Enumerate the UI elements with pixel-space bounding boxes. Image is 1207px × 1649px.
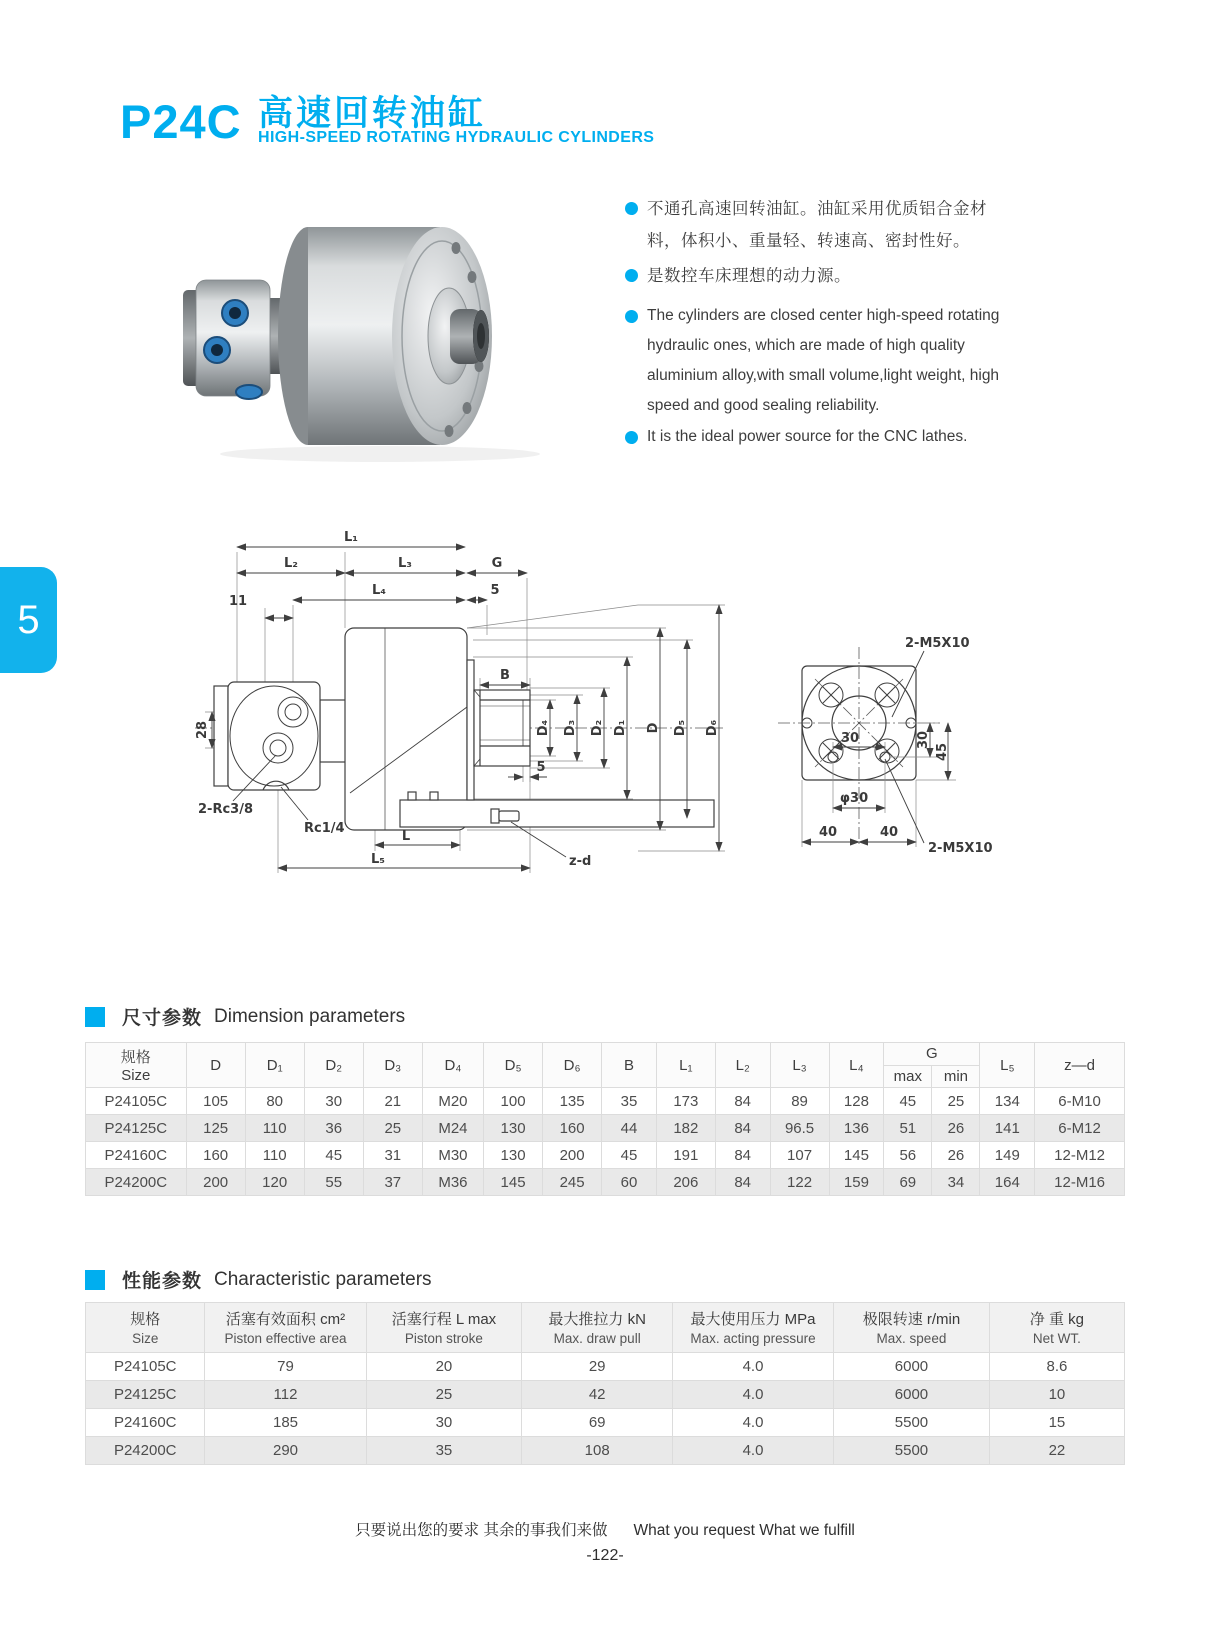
column-header: D₆ [543, 1043, 602, 1088]
value-cell: M30 [422, 1142, 483, 1169]
value-cell: 134 [980, 1088, 1035, 1115]
column-header: L₃ [770, 1043, 829, 1088]
product-model: P24C [120, 95, 242, 148]
value-cell: 45 [884, 1088, 932, 1115]
value-cell: 6000 [834, 1381, 990, 1409]
value-cell: 60 [602, 1169, 657, 1196]
value-cell: 26 [932, 1115, 980, 1142]
column-header: D₂ [304, 1043, 363, 1088]
value-cell: 12-M12 [1035, 1142, 1125, 1169]
value-cell: 173 [656, 1088, 715, 1115]
column-header: 活塞行程 L max Piston stroke [366, 1303, 522, 1353]
table-row [86, 1381, 1125, 1409]
value-cell: 4.0 [673, 1381, 834, 1409]
value-cell: 84 [715, 1115, 770, 1142]
column-header: 最大使用压力 MPa Max. acting pressure [673, 1303, 834, 1353]
feature-list [625, 193, 1003, 452]
bullet-dot-icon [625, 202, 638, 215]
value-cell: 130 [484, 1115, 543, 1142]
value-cell: 149 [980, 1142, 1035, 1169]
value-cell: 4.0 [673, 1409, 834, 1437]
port-label-rc38: 2-Rc3/8 [198, 802, 253, 817]
column-header: 极限转速 r/min Max. speed [834, 1303, 990, 1353]
size-cell: P24160C [86, 1142, 187, 1169]
column-header-gmax: max [884, 1065, 932, 1088]
size-cell: P24160C [86, 1409, 205, 1437]
value-cell: 4.0 [673, 1437, 834, 1465]
value-cell: 185 [205, 1409, 366, 1437]
size-cell: P24105C [86, 1088, 187, 1115]
value-cell: 8.6 [989, 1353, 1124, 1381]
column-header-g: G [884, 1043, 980, 1066]
dim-label-d2: D₂ [590, 719, 605, 737]
value-cell: 56 [884, 1142, 932, 1169]
technical-drawing [178, 495, 1008, 890]
value-cell: 206 [656, 1169, 715, 1196]
dim-label-d6: D₆ [705, 719, 720, 737]
table-row [86, 1088, 1125, 1115]
value-cell: 96.5 [770, 1115, 829, 1142]
value-cell: 107 [770, 1142, 829, 1169]
value-cell: 84 [715, 1142, 770, 1169]
port-label-rc14: Rc1/4 [304, 821, 345, 836]
value-cell: 30 [304, 1088, 363, 1115]
value-cell: 30 [366, 1409, 522, 1437]
column-header: D₃ [363, 1043, 422, 1088]
column-header: D₅ [484, 1043, 543, 1088]
value-cell: 160 [543, 1115, 602, 1142]
footer-slogan [85, 1518, 1125, 1540]
value-cell: 20 [366, 1353, 522, 1381]
value-cell: 6-M12 [1035, 1115, 1125, 1142]
page-title-en: HIGH-SPEED ROTATING HYDRAULIC CYLINDERS [258, 129, 655, 146]
column-header: 最大推拉力 kN Max. draw pull [522, 1303, 673, 1353]
value-cell: 4.0 [673, 1353, 834, 1381]
table-row [86, 1142, 1125, 1169]
dim-label-40a: 40 [818, 825, 838, 840]
thread-label-m5-top: 2-M5X10 [905, 636, 970, 651]
feature-bullet [625, 193, 1003, 257]
bullet-dot-icon [625, 310, 638, 323]
table-row [86, 1115, 1125, 1142]
value-cell: 160 [186, 1142, 245, 1169]
dim-label-d4: D₄ [536, 719, 551, 737]
value-cell: 29 [522, 1353, 673, 1381]
value-cell: 25 [363, 1115, 422, 1142]
cylinder-photo-group [183, 227, 540, 462]
value-cell: 125 [186, 1115, 245, 1142]
value-cell: 25 [932, 1088, 980, 1115]
value-cell: 128 [829, 1088, 884, 1115]
column-header: L₄ [829, 1043, 884, 1088]
value-cell: 120 [245, 1169, 304, 1196]
value-cell: 145 [829, 1142, 884, 1169]
value-cell: 42 [522, 1381, 673, 1409]
bullet-text: The cylinders are closed center high-speed rotating hydraulic ones, which are made of high quality aluminium alloy,with small volume,light weight, high speed and good sealing reliability. [647, 307, 1000, 414]
section-title-en: Characteristic parameters [214, 1268, 432, 1290]
value-cell: 36 [304, 1115, 363, 1142]
value-cell: 191 [656, 1142, 715, 1169]
value-cell: 130 [484, 1142, 543, 1169]
value-cell: 15 [989, 1409, 1124, 1437]
dim-label-d: D [646, 722, 661, 734]
bullet-text: 不通孔高速回转油缸。油缸采用优质铝合金材料，体积小、重量轻、转速高、密封性好。 [647, 200, 987, 250]
section-title-dimension [85, 1003, 405, 1030]
dim-label-zd: z-d [569, 854, 592, 869]
value-cell: 10 [989, 1381, 1124, 1409]
dim-label-d5: D₅ [673, 719, 688, 737]
dim-label-d3: D₃ [563, 719, 578, 737]
value-cell: 290 [205, 1437, 366, 1465]
dim-label-l5: L₅ [371, 852, 385, 867]
value-cell: 31 [363, 1142, 422, 1169]
column-header: L₂ [715, 1043, 770, 1088]
value-cell: M20 [422, 1088, 483, 1115]
value-cell: 69 [522, 1409, 673, 1437]
value-cell: 6-M10 [1035, 1088, 1125, 1115]
size-cell: P24105C [86, 1353, 205, 1381]
value-cell: M36 [422, 1169, 483, 1196]
value-cell: 22 [989, 1437, 1124, 1465]
column-header-gmin: min [932, 1065, 980, 1088]
value-cell: 112 [205, 1381, 366, 1409]
value-cell: 35 [602, 1088, 657, 1115]
dim-label-g: G [491, 556, 503, 571]
table-row [86, 1169, 1125, 1196]
chapter-tab: 5 [0, 567, 57, 673]
column-header: 规格 Size [86, 1303, 205, 1353]
dim-label-30-inner: 30 [840, 731, 860, 746]
column-header: z—d [1035, 1043, 1125, 1088]
dim-label-28: 28 [195, 720, 210, 740]
value-cell: 122 [770, 1169, 829, 1196]
value-cell: 79 [205, 1353, 366, 1381]
column-header: D₁ [245, 1043, 304, 1088]
dim-label-40b: 40 [879, 825, 899, 840]
size-cell: P24200C [86, 1169, 187, 1196]
dim-label-dia30: φ30 [839, 791, 869, 806]
value-cell: 110 [245, 1142, 304, 1169]
size-cell: P24125C [86, 1381, 205, 1409]
section-marker-icon [85, 1270, 105, 1290]
page-number: -122- [586, 1547, 624, 1564]
section-title-cn: 尺寸参数 [122, 1008, 203, 1029]
table-row [86, 1437, 1125, 1465]
value-cell: 6000 [834, 1353, 990, 1381]
value-cell: 200 [186, 1169, 245, 1196]
column-header: 活塞有效面积 cm² Piston effective area [205, 1303, 366, 1353]
value-cell: 89 [770, 1088, 829, 1115]
value-cell: 135 [543, 1088, 602, 1115]
section-marker-icon [85, 1007, 105, 1027]
section-title-en: Dimension parameters [214, 1005, 406, 1027]
dim-label-l: L [401, 829, 411, 844]
product-photo [150, 182, 620, 467]
value-cell: 25 [366, 1381, 522, 1409]
value-cell: 35 [366, 1437, 522, 1465]
value-cell: 34 [932, 1169, 980, 1196]
footer-slogan-en: What you request What we fulfill [633, 1522, 855, 1539]
dimension-table [85, 1042, 1125, 1196]
page-title-cn: 高速回转油缸 [258, 94, 487, 133]
feature-bullet [625, 301, 1003, 421]
value-cell: 44 [602, 1115, 657, 1142]
column-header: D [186, 1043, 245, 1088]
characteristic-table [85, 1302, 1125, 1465]
bullet-dot-icon [625, 431, 638, 444]
value-cell: 55 [304, 1169, 363, 1196]
value-cell: 51 [884, 1115, 932, 1142]
value-cell: 45 [602, 1142, 657, 1169]
section-title-cn: 性能参数 [122, 1271, 203, 1292]
table-row [86, 1409, 1125, 1437]
column-header: B [602, 1043, 657, 1088]
value-cell: 145 [484, 1169, 543, 1196]
feature-bullet [625, 422, 1003, 452]
dim-label-30-right: 30 [916, 730, 931, 750]
table-row [86, 1353, 1125, 1381]
dim-label-d1: D₁ [613, 719, 628, 737]
value-cell: 26 [932, 1142, 980, 1169]
value-cell: 200 [543, 1142, 602, 1169]
dim-label-b: B [500, 668, 510, 683]
value-cell: 12-M16 [1035, 1169, 1125, 1196]
value-cell: 84 [715, 1088, 770, 1115]
dim-label-l3: L₃ [398, 556, 412, 571]
size-cell: P24200C [86, 1437, 205, 1465]
dim-label-5a: 5 [490, 583, 500, 598]
footer-slogan-cn: 只要说出您的要求 其余的事我们来做 [355, 1522, 608, 1539]
section-title-characteristic [85, 1266, 432, 1293]
value-cell: M24 [422, 1115, 483, 1142]
column-header: D₄ [422, 1043, 483, 1088]
value-cell: 5500 [834, 1437, 990, 1465]
value-cell: 105 [186, 1088, 245, 1115]
side-view [214, 628, 714, 830]
value-cell: 245 [543, 1169, 602, 1196]
value-cell: 110 [245, 1115, 304, 1142]
value-cell: 21 [363, 1088, 422, 1115]
bullet-text: It is the ideal power source for the CNC lathes. [647, 428, 968, 445]
size-cell: P24125C [86, 1115, 187, 1142]
column-header: 净 重 kg Net WT. [989, 1303, 1124, 1353]
value-cell: 69 [884, 1169, 932, 1196]
feature-bullet [625, 260, 1003, 292]
value-cell: 136 [829, 1115, 884, 1142]
dim-label-5b: 5 [536, 760, 546, 775]
value-cell: 141 [980, 1115, 1035, 1142]
bullet-dot-icon [625, 269, 638, 282]
dim-label-11: 11 [228, 594, 248, 609]
thread-label-m5-bottom: 2-M5X10 [928, 841, 993, 856]
value-cell: 84 [715, 1169, 770, 1196]
dim-label-l1: L₁ [344, 530, 358, 545]
value-cell: 5500 [834, 1409, 990, 1437]
column-header: L₁ [656, 1043, 715, 1088]
column-header: L₅ [980, 1043, 1035, 1088]
value-cell: 159 [829, 1169, 884, 1196]
dim-label-l4: L₄ [372, 583, 386, 598]
value-cell: 45 [304, 1142, 363, 1169]
bullet-text: 是数控车床理想的动力源。 [647, 267, 851, 285]
value-cell: 100 [484, 1088, 543, 1115]
dim-label-l2: L₂ [284, 556, 298, 571]
value-cell: 182 [656, 1115, 715, 1142]
value-cell: 164 [980, 1169, 1035, 1196]
value-cell: 108 [522, 1437, 673, 1465]
dim-label-45: 45 [935, 742, 950, 762]
value-cell: 80 [245, 1088, 304, 1115]
value-cell: 37 [363, 1169, 422, 1196]
column-header-size: 规格 Size [86, 1043, 187, 1088]
